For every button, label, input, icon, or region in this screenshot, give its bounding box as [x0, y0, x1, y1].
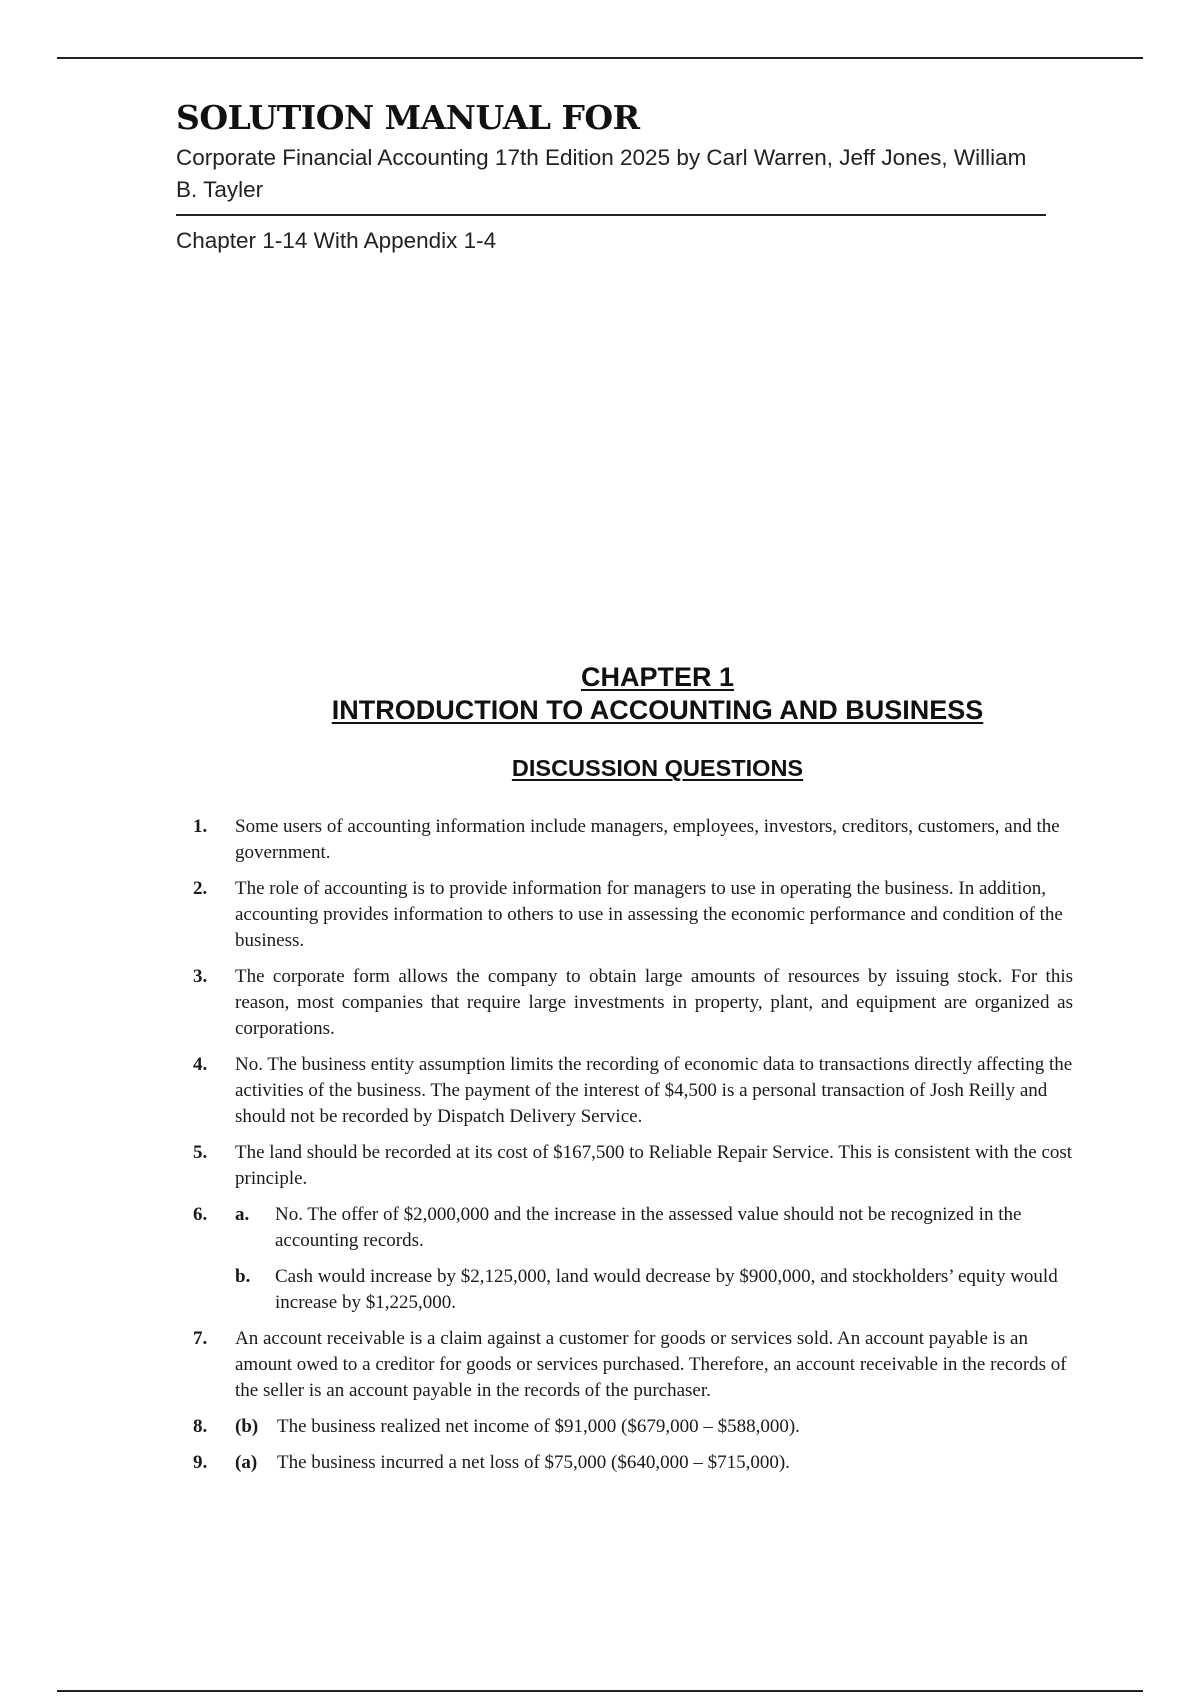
- question-parts: [235, 1202, 1073, 1316]
- document-header: [176, 98, 1046, 256]
- top-rule: [57, 57, 1143, 59]
- bottom-rule: [57, 1690, 1143, 1692]
- question-item: [193, 1140, 1073, 1192]
- question-item: [193, 1326, 1073, 1404]
- part-answer: No. The offer of $2,000,000 and the increase in the assessed value should not be recognized in the accounting records.: [275, 1204, 1022, 1251]
- question-number: 4.: [193, 1054, 208, 1075]
- chapter-number: [0, 660, 1200, 694]
- question-item: [193, 1202, 1073, 1316]
- section-title: [0, 753, 1200, 783]
- question-answer: No. The business entity assumption limits the recording of economic data to transactions directly affecting the activities of the business. The payment of the interest of $4,500 is a personal transaction of Josh Reilly and should not be recorded by Dispatch Delivery Service.: [235, 1054, 1073, 1127]
- question-answer: The corporate form allows the company to obtain large amounts of resources by issuing stock. For this reason, most companies that require large investments in property, plant, and equipment are organized as corporations.: [235, 966, 1073, 1039]
- header-rule: [176, 214, 1046, 216]
- chapter-title-text: INTRODUCTION TO ACCOUNTING AND BUSINESS: [331, 695, 984, 725]
- question-item: [193, 1450, 1073, 1476]
- question-item: [193, 876, 1073, 954]
- question-item: [193, 964, 1073, 1042]
- question-number: 7.: [193, 1328, 208, 1349]
- question-number: 2.: [193, 878, 208, 899]
- question-answer: An account receivable is a claim against a customer for goods or services sold. An account payable is an amount owed to a creditor for goods or services purchased. Therefore, an account receivable in the records of the seller is an account payable in the records of the purchaser.: [235, 1328, 1067, 1401]
- book-title: Corporate Financial Accounting 17th Edition 2025 by Carl Warren, Jeff Jones, William B. Tayler: [176, 145, 1027, 202]
- discussion-questions-list: [193, 814, 1073, 1486]
- question-answer: The land should be recorded at its cost of $167,500 to Reliable Repair Service. This is consistent with the cost principle.: [235, 1142, 1073, 1189]
- answer-choice: (b): [235, 1416, 259, 1437]
- question-answer: The role of accounting is to provide information for managers to use in operating the business. In addition, accounting provides information to others to use in assessing the economic performance and condition of the business.: [235, 878, 1063, 951]
- question-answer: [235, 1414, 1073, 1440]
- manual-title: SOLUTION MANUAL FOR: [176, 98, 640, 137]
- question-number: 9.: [193, 1452, 208, 1473]
- answer-text: The business incurred a net loss of $75,000 ($640,000 – $715,000).: [277, 1452, 790, 1473]
- question-number: 8.: [193, 1416, 208, 1437]
- question-item: [193, 1414, 1073, 1440]
- chapter-title: [0, 693, 1200, 727]
- chapter-range: Chapter 1-14 With Appendix 1-4: [176, 228, 497, 253]
- question-part: [235, 1202, 1073, 1254]
- part-letter: a.: [235, 1204, 250, 1225]
- part-letter: b.: [235, 1266, 251, 1287]
- question-item: [193, 814, 1073, 866]
- question-number: 3.: [193, 966, 208, 987]
- chapter-number-text: CHAPTER 1: [580, 662, 735, 692]
- answer-text: The business realized net income of $91,000 ($679,000 – $588,000).: [277, 1416, 800, 1437]
- question-part: [235, 1264, 1073, 1316]
- question-item: [193, 1052, 1073, 1130]
- answer-choice: (a): [235, 1452, 258, 1473]
- section-title-text: DISCUSSION QUESTIONS: [511, 755, 804, 781]
- question-answer: [235, 1450, 1073, 1476]
- question-number: 5.: [193, 1142, 208, 1163]
- part-answer: Cash would increase by $2,125,000, land would decrease by $900,000, and stockholders’ equity would increase by $1,225,000.: [275, 1266, 1058, 1313]
- question-number: 1.: [193, 816, 208, 837]
- question-answer: Some users of accounting information include managers, employees, investors, creditors, customers, and the government.: [235, 816, 1060, 863]
- question-number: 6.: [193, 1204, 208, 1225]
